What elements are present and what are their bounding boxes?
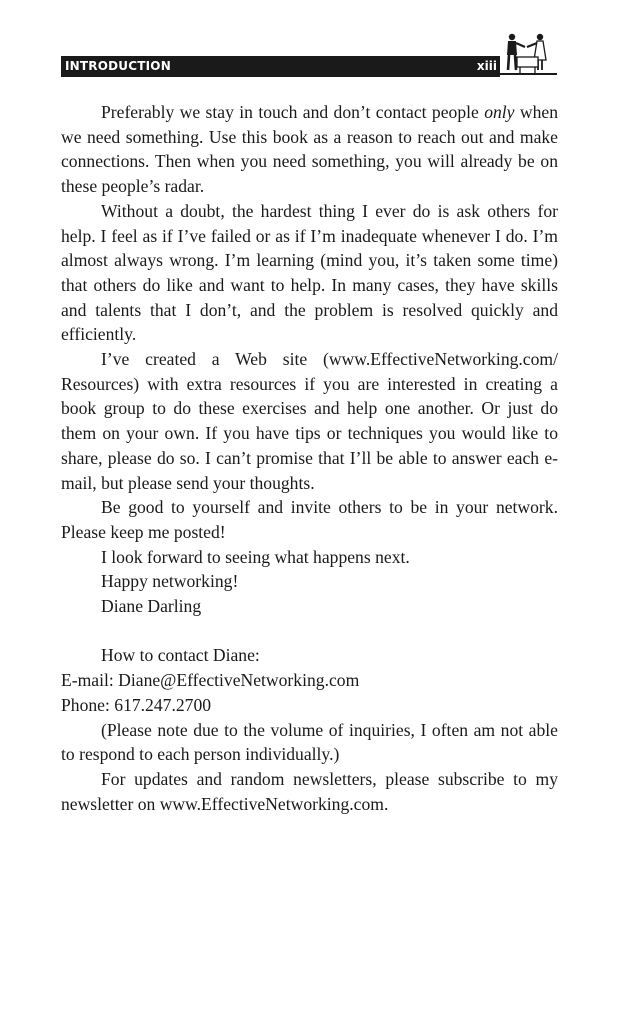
paragraph-8: For updates and random newsletters, please subscribe to my newsletter on www.EffectiveNetworking.com. [61, 768, 558, 814]
paragraph-5: I look forward to seeing what happens next. [101, 546, 410, 567]
signature: Diane Darling [101, 596, 202, 617]
email-line: E-mail: Diane@EffectiveNetworking.com [61, 670, 360, 691]
paragraph-4: Be good to yourself and invite others to be in your network. Please keep me posted! [61, 497, 558, 542]
spacer [61, 619, 558, 644]
paragraph-1 [61, 100, 558, 199]
page-body [61, 100, 558, 816]
phone-line: Phone: 617.247.2700 [61, 694, 212, 715]
page-number: xiii [476, 59, 497, 73]
emphasis-only: only [484, 102, 515, 122]
paragraph-1-rest: when we need something. Use this book as a reason to reach out and make connections. Then when you need something, you will already be on these people’s radar. [61, 102, 558, 197]
paragraph-3: I’ve created a Web site (www.EffectiveNetworking.com/ Resources) with extra resources if you are interested in creating a book group to do these exercises and help one another. Or just do them on your own. If you have tips or techniques you would like to share, please do so. I can’t promise that I’ll be able to answer each e-mail, but please send your thoughts. [61, 349, 558, 493]
paragraph-7: (Please note due to the volume of inquiries, I often am not able to respond to each person individually.) [61, 719, 558, 765]
paragraph-2: Without a doubt, the hardest thing I ever do is ask others for help. I feel as if I’ve failed or as if I’m inadequate whenever I do. I’m almost always wrong. I’m learning (mind you, it’s taken some time) that others do like and want to help. In many cases, they have skills and talents that I don’t, and the problem is resolved quickly and efficiently. [61, 200, 558, 345]
paragraph-6: Happy networking! [101, 571, 239, 592]
running-header [61, 56, 557, 77]
paragraph-1-lead: Preferably we stay in touch and don’t contact people [101, 102, 485, 122]
handshake-figures-icon [500, 30, 557, 78]
section-title: INTRODUCTION [65, 59, 171, 73]
contact-heading: How to contact Diane: [101, 645, 260, 666]
